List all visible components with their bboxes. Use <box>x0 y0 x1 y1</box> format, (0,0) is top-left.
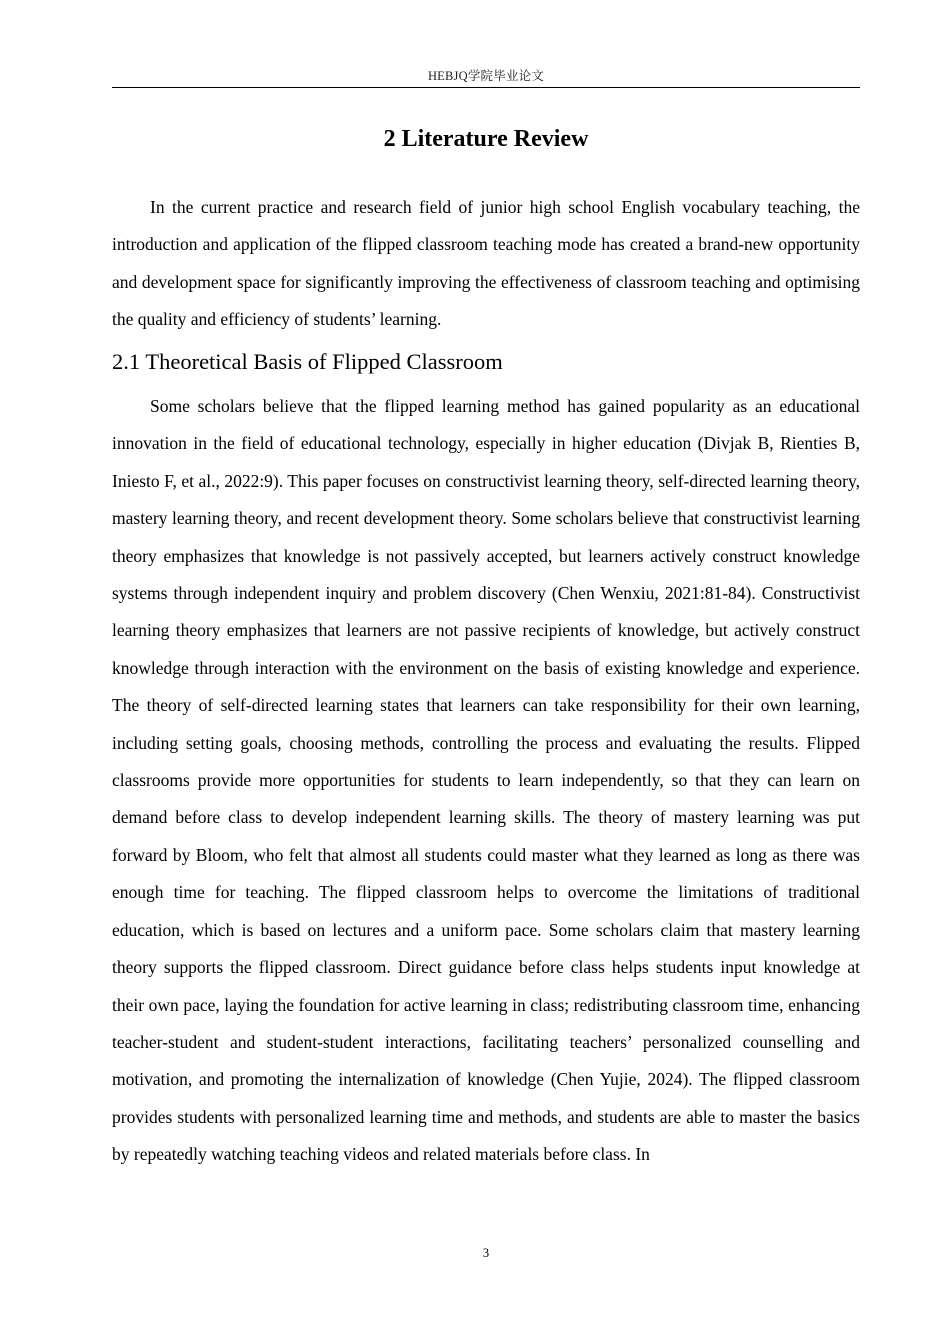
header-rule <box>112 87 860 88</box>
running-header: HEBJQ学院毕业论文 <box>427 69 545 83</box>
page-number: 3 <box>482 1246 490 1260</box>
body-paragraph: Some scholars believe that the flipped learning method has gained popularity as an educational innovation in the field of educational technology, especially in higher education (Divjak B, Rienties B, Iniesto F, et al., 2022:9). This paper focuses on constructivist learning theory, self-directed learning theory, mastery learning theory, and recent development theory. Some scholars believe that constructivist learning theory emphasizes that knowledge is not passively accepted, but learners actively construct knowledge systems through independent inquiry and problem discovery (Chen Wenxiu, 2021:81-84). Constructivist learning theory emphasizes that learners are not passive recipients of knowledge, but actively construct knowledge through interaction with the environment on the basis of existing knowledge and experience. The theory of self-directed learning states that learners can take responsibility for their own learning, including setting goals, choosing methods, controlling the process and evaluating the results. Flipped classrooms provide more opportunities for students to learn independently, so that they can learn on demand before class to develop independent learning skills. The theory of mastery learning was put forward by Bloom, who felt that almost all students could master what they learned as long as there was enough time for teaching. The flipped classroom helps to overcome the limitations of traditional education, which is based on lectures and a uniform pace. Some scholars claim that mastery learning theory supports the flipped classroom. Direct guidance before class helps students input knowledge at their own pace, laying the foundation for active learning in class; redistributing classroom time, enhancing teacher-student and student-student interactions, facilitating teachers’ personalized counselling and motivation, and promoting the internalization of knowledge (Chen Yujie, 2024). The flipped classroom provides students with personalized learning time and methods, and students are able to master the basics by repeatedly watching teaching videos and related materials before class. In <box>112 396 860 1165</box>
chapter-title: 2 Literature Review <box>383 126 589 152</box>
section-title: 2.1 Theoretical Basis of Flipped Classroom <box>112 349 503 374</box>
intro-paragraph: In the current practice and research field of junior high school English vocabulary teaching, the introduction and application of the flipped classroom teaching mode has created a brand-new opportunity and development space for significantly improving the effectiveness of classroom teaching and optimising the quality and efficiency of students’ learning. <box>112 197 860 330</box>
